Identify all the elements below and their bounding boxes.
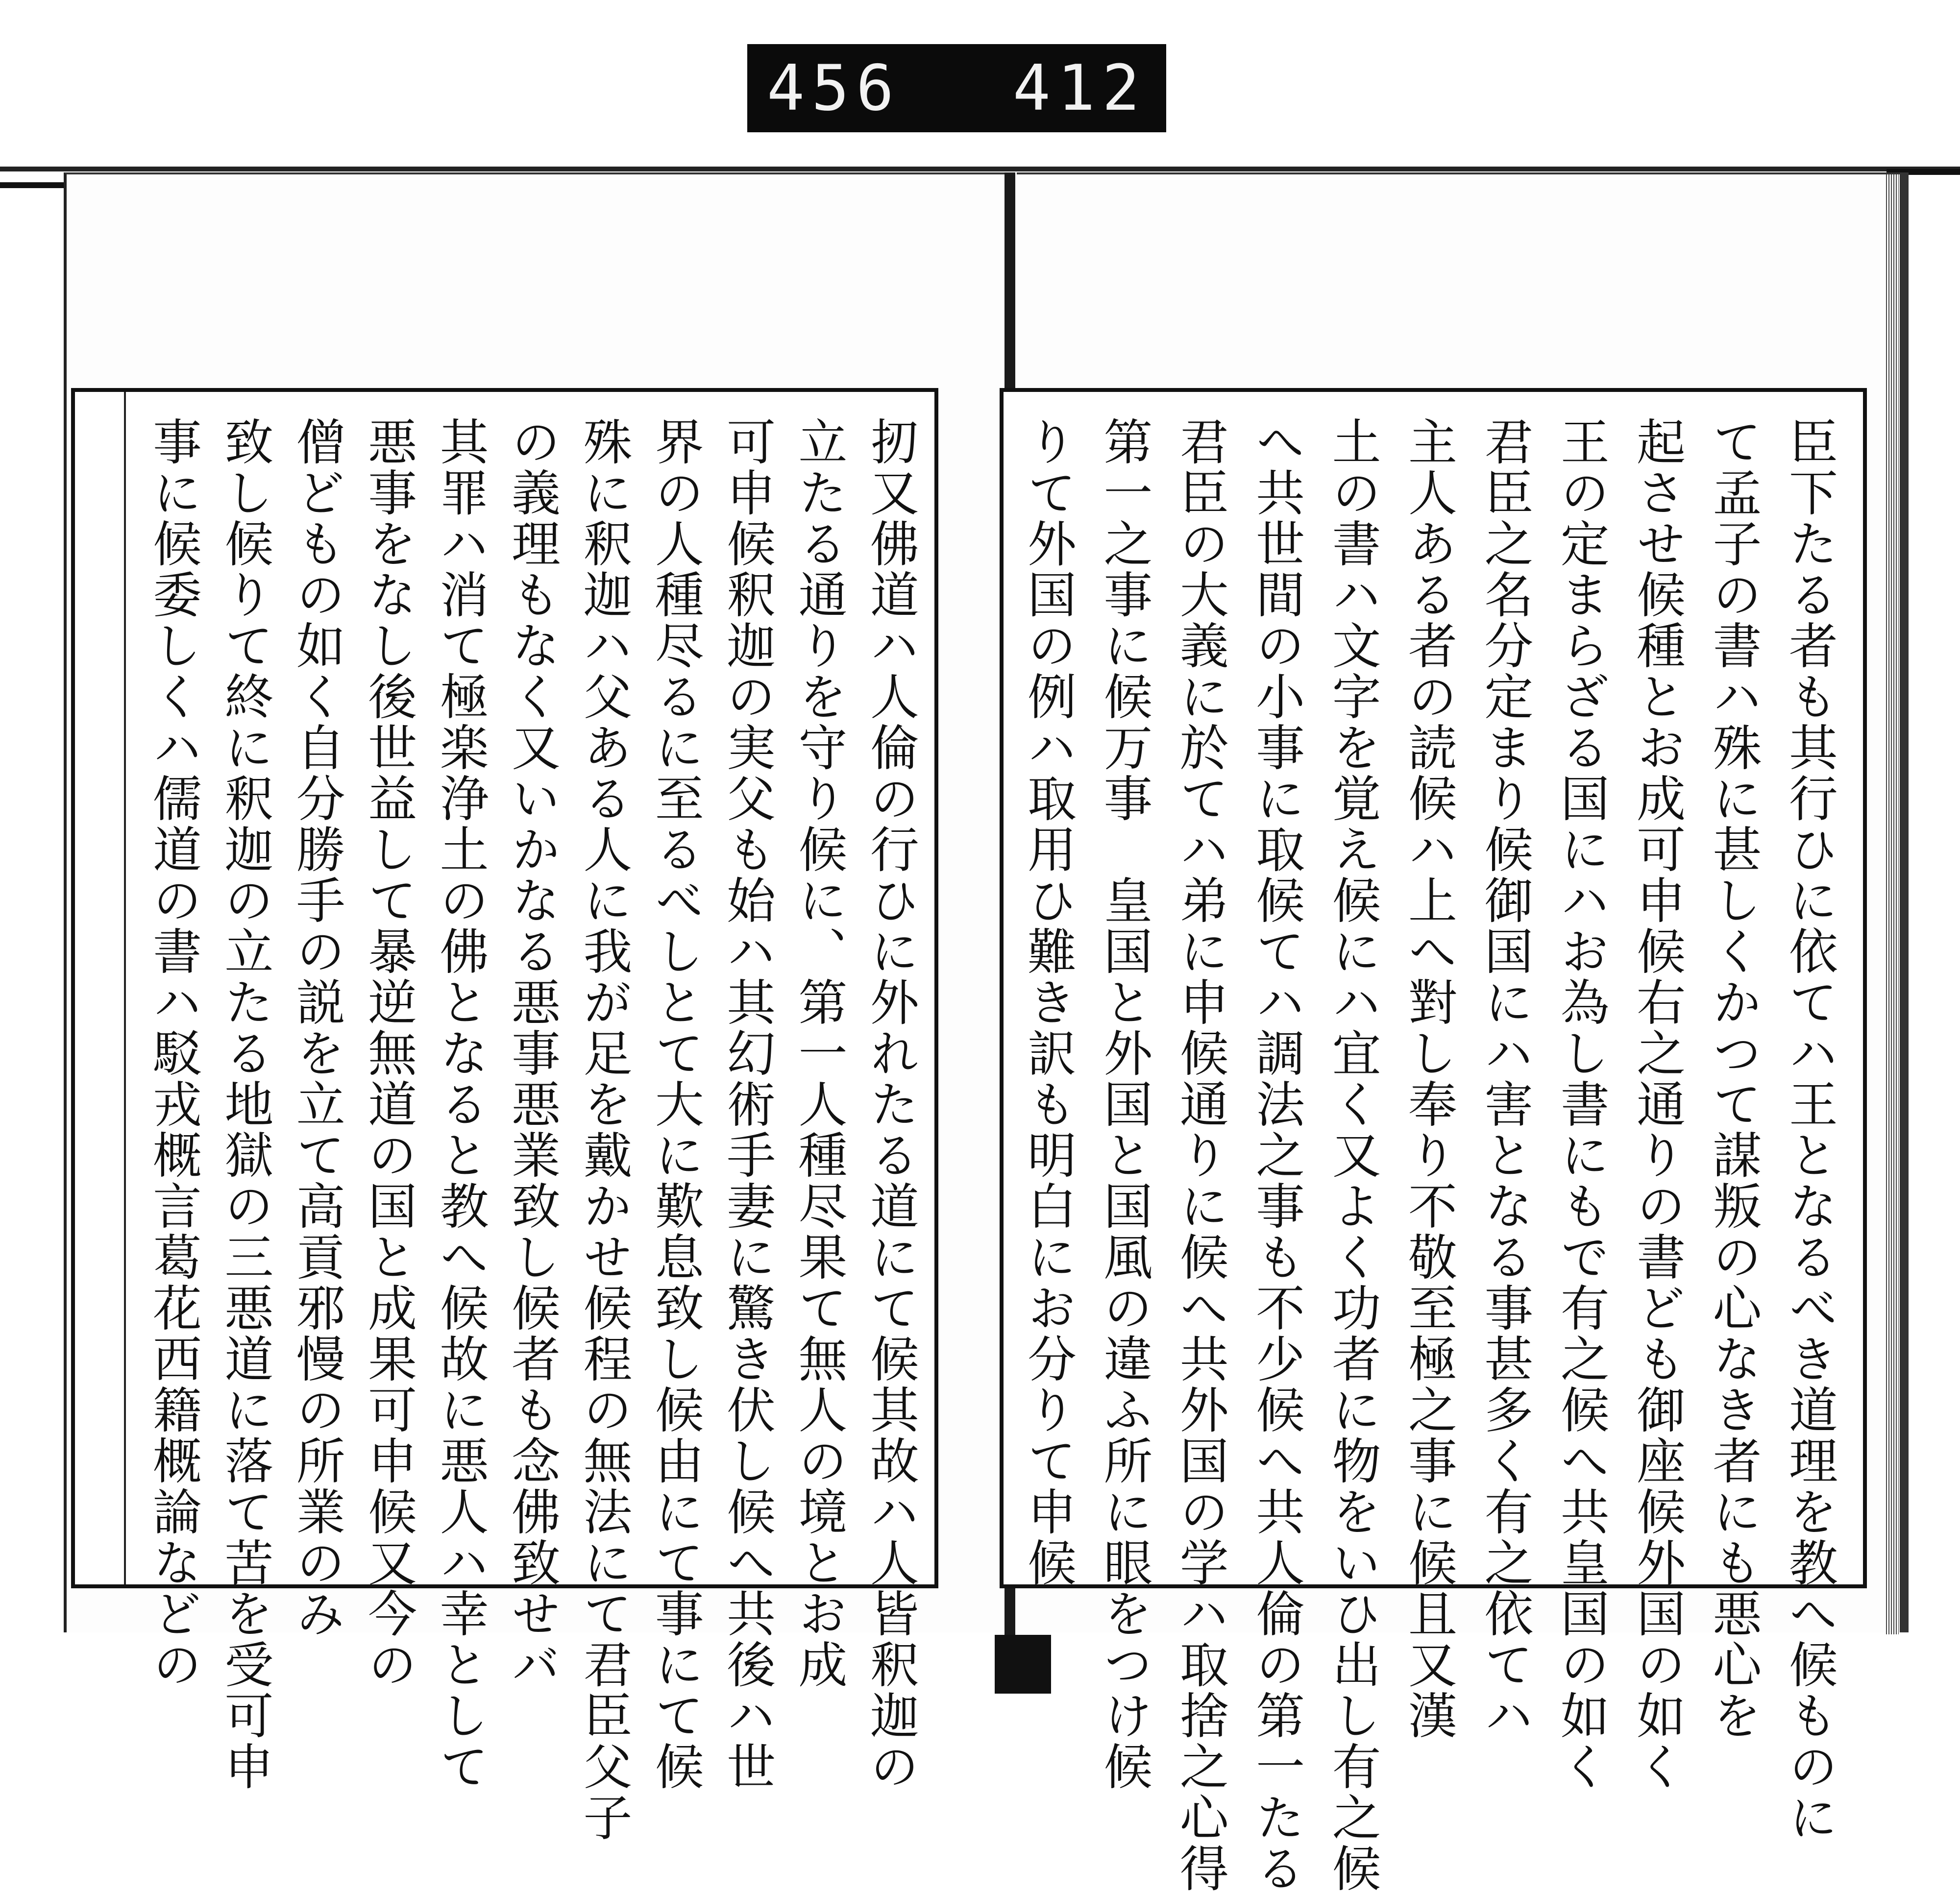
- text-column: 主人ある者の読候ハ上へ對し奉り不敬至極之事に候且又漢: [1399, 416, 1457, 1741]
- table-edge-line: [0, 167, 1960, 171]
- text-column: 君臣の大義に於てハ弟に申候通りに候へ共外国の学ハ取捨之心得: [1171, 416, 1229, 1894]
- left-text-frame: [71, 388, 938, 1843]
- text-column: 可申候釈迦の実父も始ハ其幻術手妻に驚き伏し候へ共後ハ世: [718, 416, 776, 1792]
- left-columns: [145, 416, 919, 1843]
- gutter-block: [995, 1635, 1051, 1694]
- open-book: [51, 172, 1913, 1894]
- text-column: へ共世間の小事に取候てハ調法之事も不少候へ共人倫の第一たる: [1248, 416, 1305, 1894]
- text-column: 起させ候種とお成可申候右之通りの書ども御座候外国の如く: [1628, 416, 1686, 1792]
- archive-label: [747, 44, 1166, 132]
- text-column: 悪事をなし後世益して暴逆無道の国と成果可申候又今の: [360, 416, 417, 1690]
- text-column: 僧どもの如く自分勝手の説を立て高貢邪慢の所業のみ: [288, 416, 345, 1639]
- text-column: 界の人種尽るに至るべしとて大に歎息致し候由にて事にて候: [646, 416, 704, 1792]
- text-column: 立たる通りを守り候に、第一人種尽果て無人の境とお成: [790, 416, 848, 1690]
- text-column: 第一之事に候万事 皇国と外国と国風の違ふ所に眼をつけ候: [1095, 416, 1153, 1792]
- text-column: 殊に釈迦ハ父ある人に我が足を戴かせ候程の無法にて君臣父子: [575, 416, 633, 1843]
- page-edge-lines: [1886, 174, 1899, 1634]
- text-column: 王の定まらざる国にハお為し書にもで有之候へ共皇国の如く: [1552, 416, 1610, 1792]
- archive-number-left: 456: [767, 51, 901, 125]
- text-column: 致し候りて終に釈迦の立たる地獄の三悪道に落て苦を受可申: [216, 416, 274, 1792]
- text-column: の義理もなく又いかなる悪事悪業致し候者も念佛致せバ: [503, 416, 561, 1690]
- text-column: 臣下たる者も其行ひに依てハ王となるべき道理を教へ候ものに: [1780, 416, 1838, 1843]
- text-column: 扨又佛道ハ人倫の行ひに外れたる道にて候其故ハ人皆釈迦の: [861, 416, 919, 1792]
- text-column: りて外国の例ハ取用ひ難き訳も明白にお分りて申候: [1019, 416, 1077, 1588]
- text-column: て孟子の書ハ殊に甚しくかつて謀叛の心なき者にも悪心を: [1704, 416, 1762, 1741]
- text-column: 事に候委しくハ儒道の書ハ駁戎概言葛花西籍概論などの: [145, 416, 202, 1690]
- right-columns: [1019, 416, 1838, 1894]
- right-text-frame: [1000, 388, 1867, 1894]
- text-column: 土の書ハ文字を覚え候にハ宜く又よく功者に物をいひ出し有之候: [1323, 416, 1381, 1894]
- text-column: 君臣之名分定まり候御国にハ害となる事甚多く有之依てハ: [1476, 416, 1534, 1741]
- archive-number-right: 412: [1012, 51, 1147, 125]
- text-column: 其罪ハ消て極楽浄土の佛となると教へ候故に悪人ハ幸として: [431, 416, 489, 1792]
